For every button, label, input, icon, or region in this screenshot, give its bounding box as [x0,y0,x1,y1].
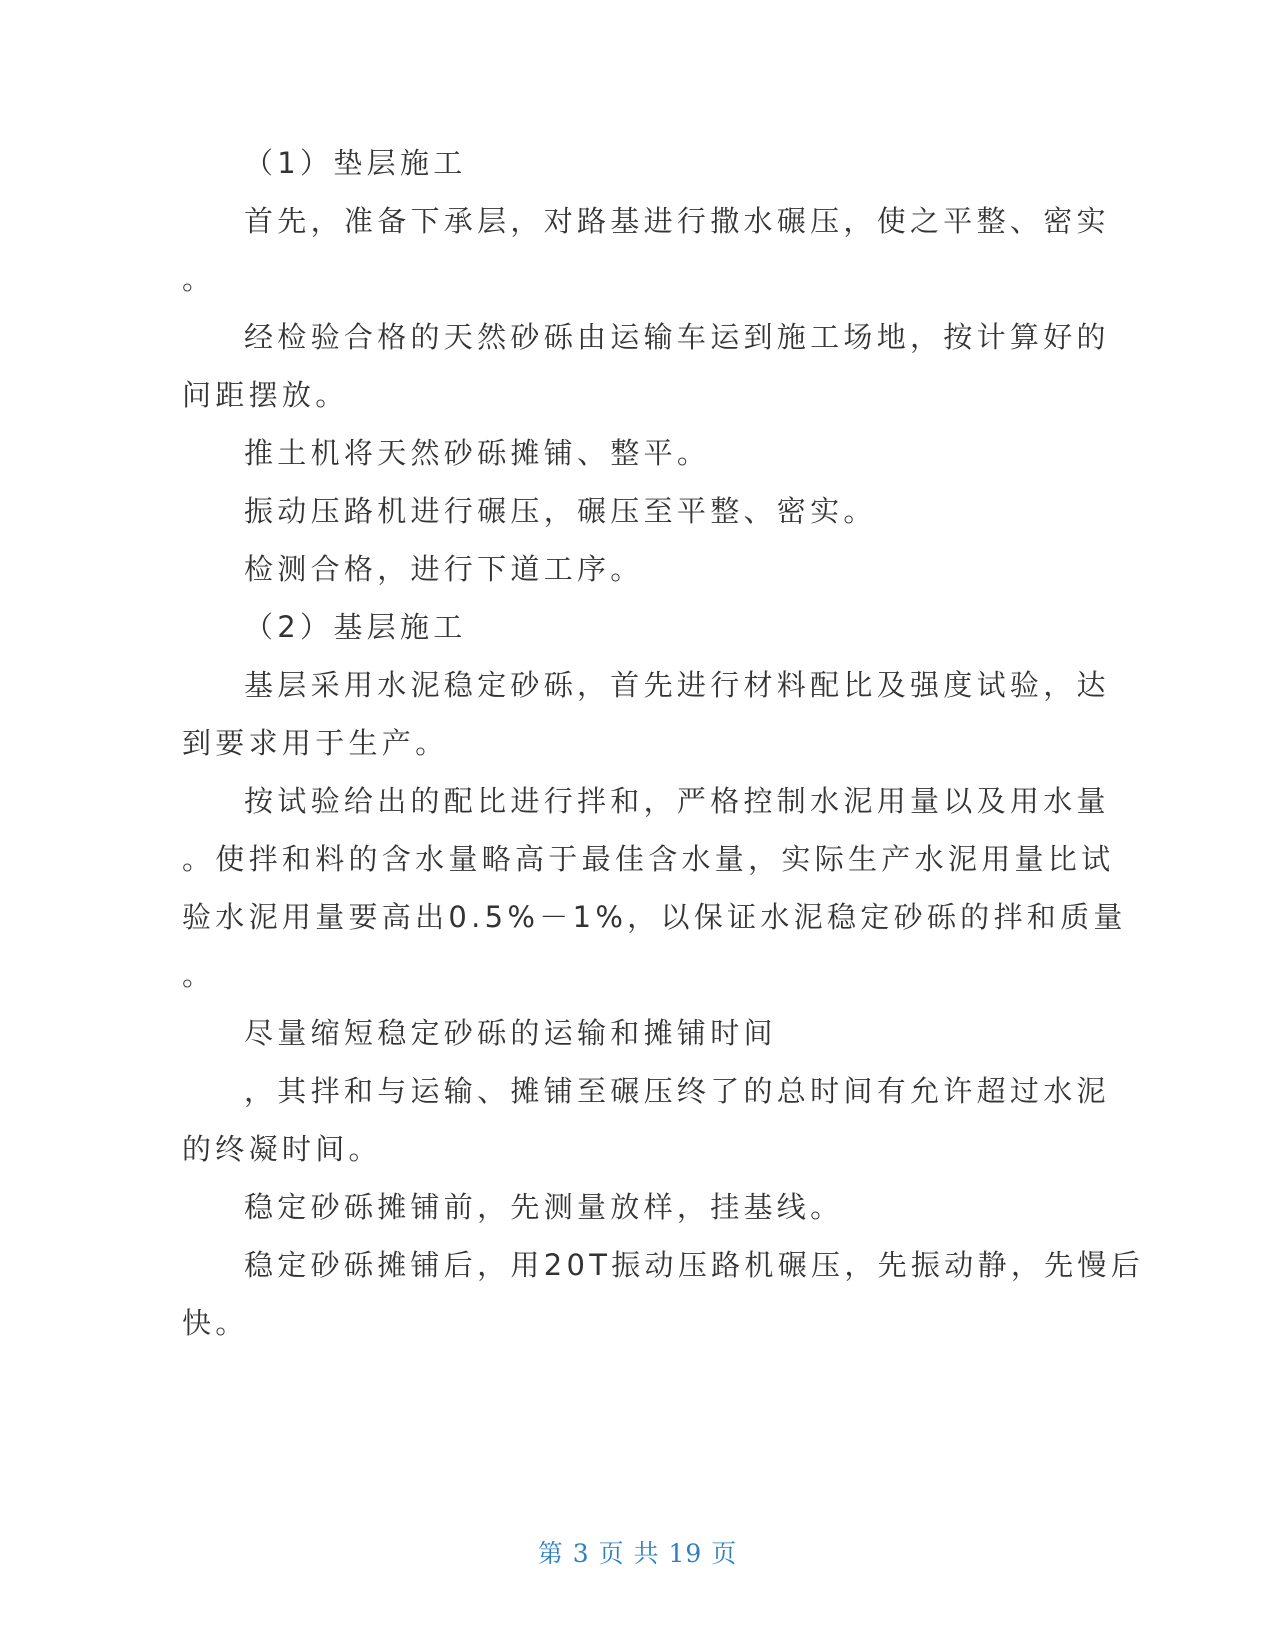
paragraph-line: 到要求用于生产。 [182,726,449,760]
paragraph-line: 经检验合格的天然砂砾由运输车运到施工场地，按计算好的 [244,320,1110,354]
paragraph-line: 按试验给出的配比进行拌和，严格控制水泥用量以及用水量 [244,784,1110,818]
page-number-footer: 第 3 页 共 19 页 [537,1539,738,1568]
paragraph-line: 。 [182,262,216,296]
paragraph-line: 快。 [182,1306,249,1340]
paragraph-line: 基层采用水泥稳定砂砾，首先进行材料配比及强度试验，达 [244,668,1110,702]
paragraph-line: 检测合格，进行下道工序。 [244,552,644,586]
paragraph-line: 验水泥用量要高出0.5%－1%，以保证水泥稳定砂砾的拌和质量 [182,900,1127,934]
paragraph-line: 问距摆放。 [182,378,349,412]
heading-base-layer: （2）基层施工 [244,610,467,644]
paragraph-line: 振动压路机进行碾压，碾压至平整、密实。 [244,494,877,528]
paragraph-line: 尽量缩短稳定砂砾的运输和摊铺时间 [244,1016,777,1050]
paragraph-line: 稳定砂砾摊铺前，先测量放样，挂基线。 [244,1190,844,1224]
paragraph-line: 。 [182,958,216,992]
paragraph-line: 。使拌和料的含水量略高于最佳含水量，实际生产水泥用量比试 [182,842,1115,876]
paragraph-line: ，其拌和与运输、摊铺至碾压终了的总时间有允许超过水泥 [244,1074,1110,1108]
paragraph-line: 推土机将天然砂砾摊铺、整平。 [244,436,711,470]
paragraph-line: 稳定砂砾摊铺后，用20T振动压路机碾压，先振动静，先慢后 [244,1248,1145,1282]
paragraph-line: 的终凝时间。 [182,1132,382,1166]
paragraph-line: 首先，准备下承层，对路基进行撒水碾压，使之平整、密实 [244,204,1110,238]
heading-cushion-layer: （1）垫层施工 [244,146,467,180]
